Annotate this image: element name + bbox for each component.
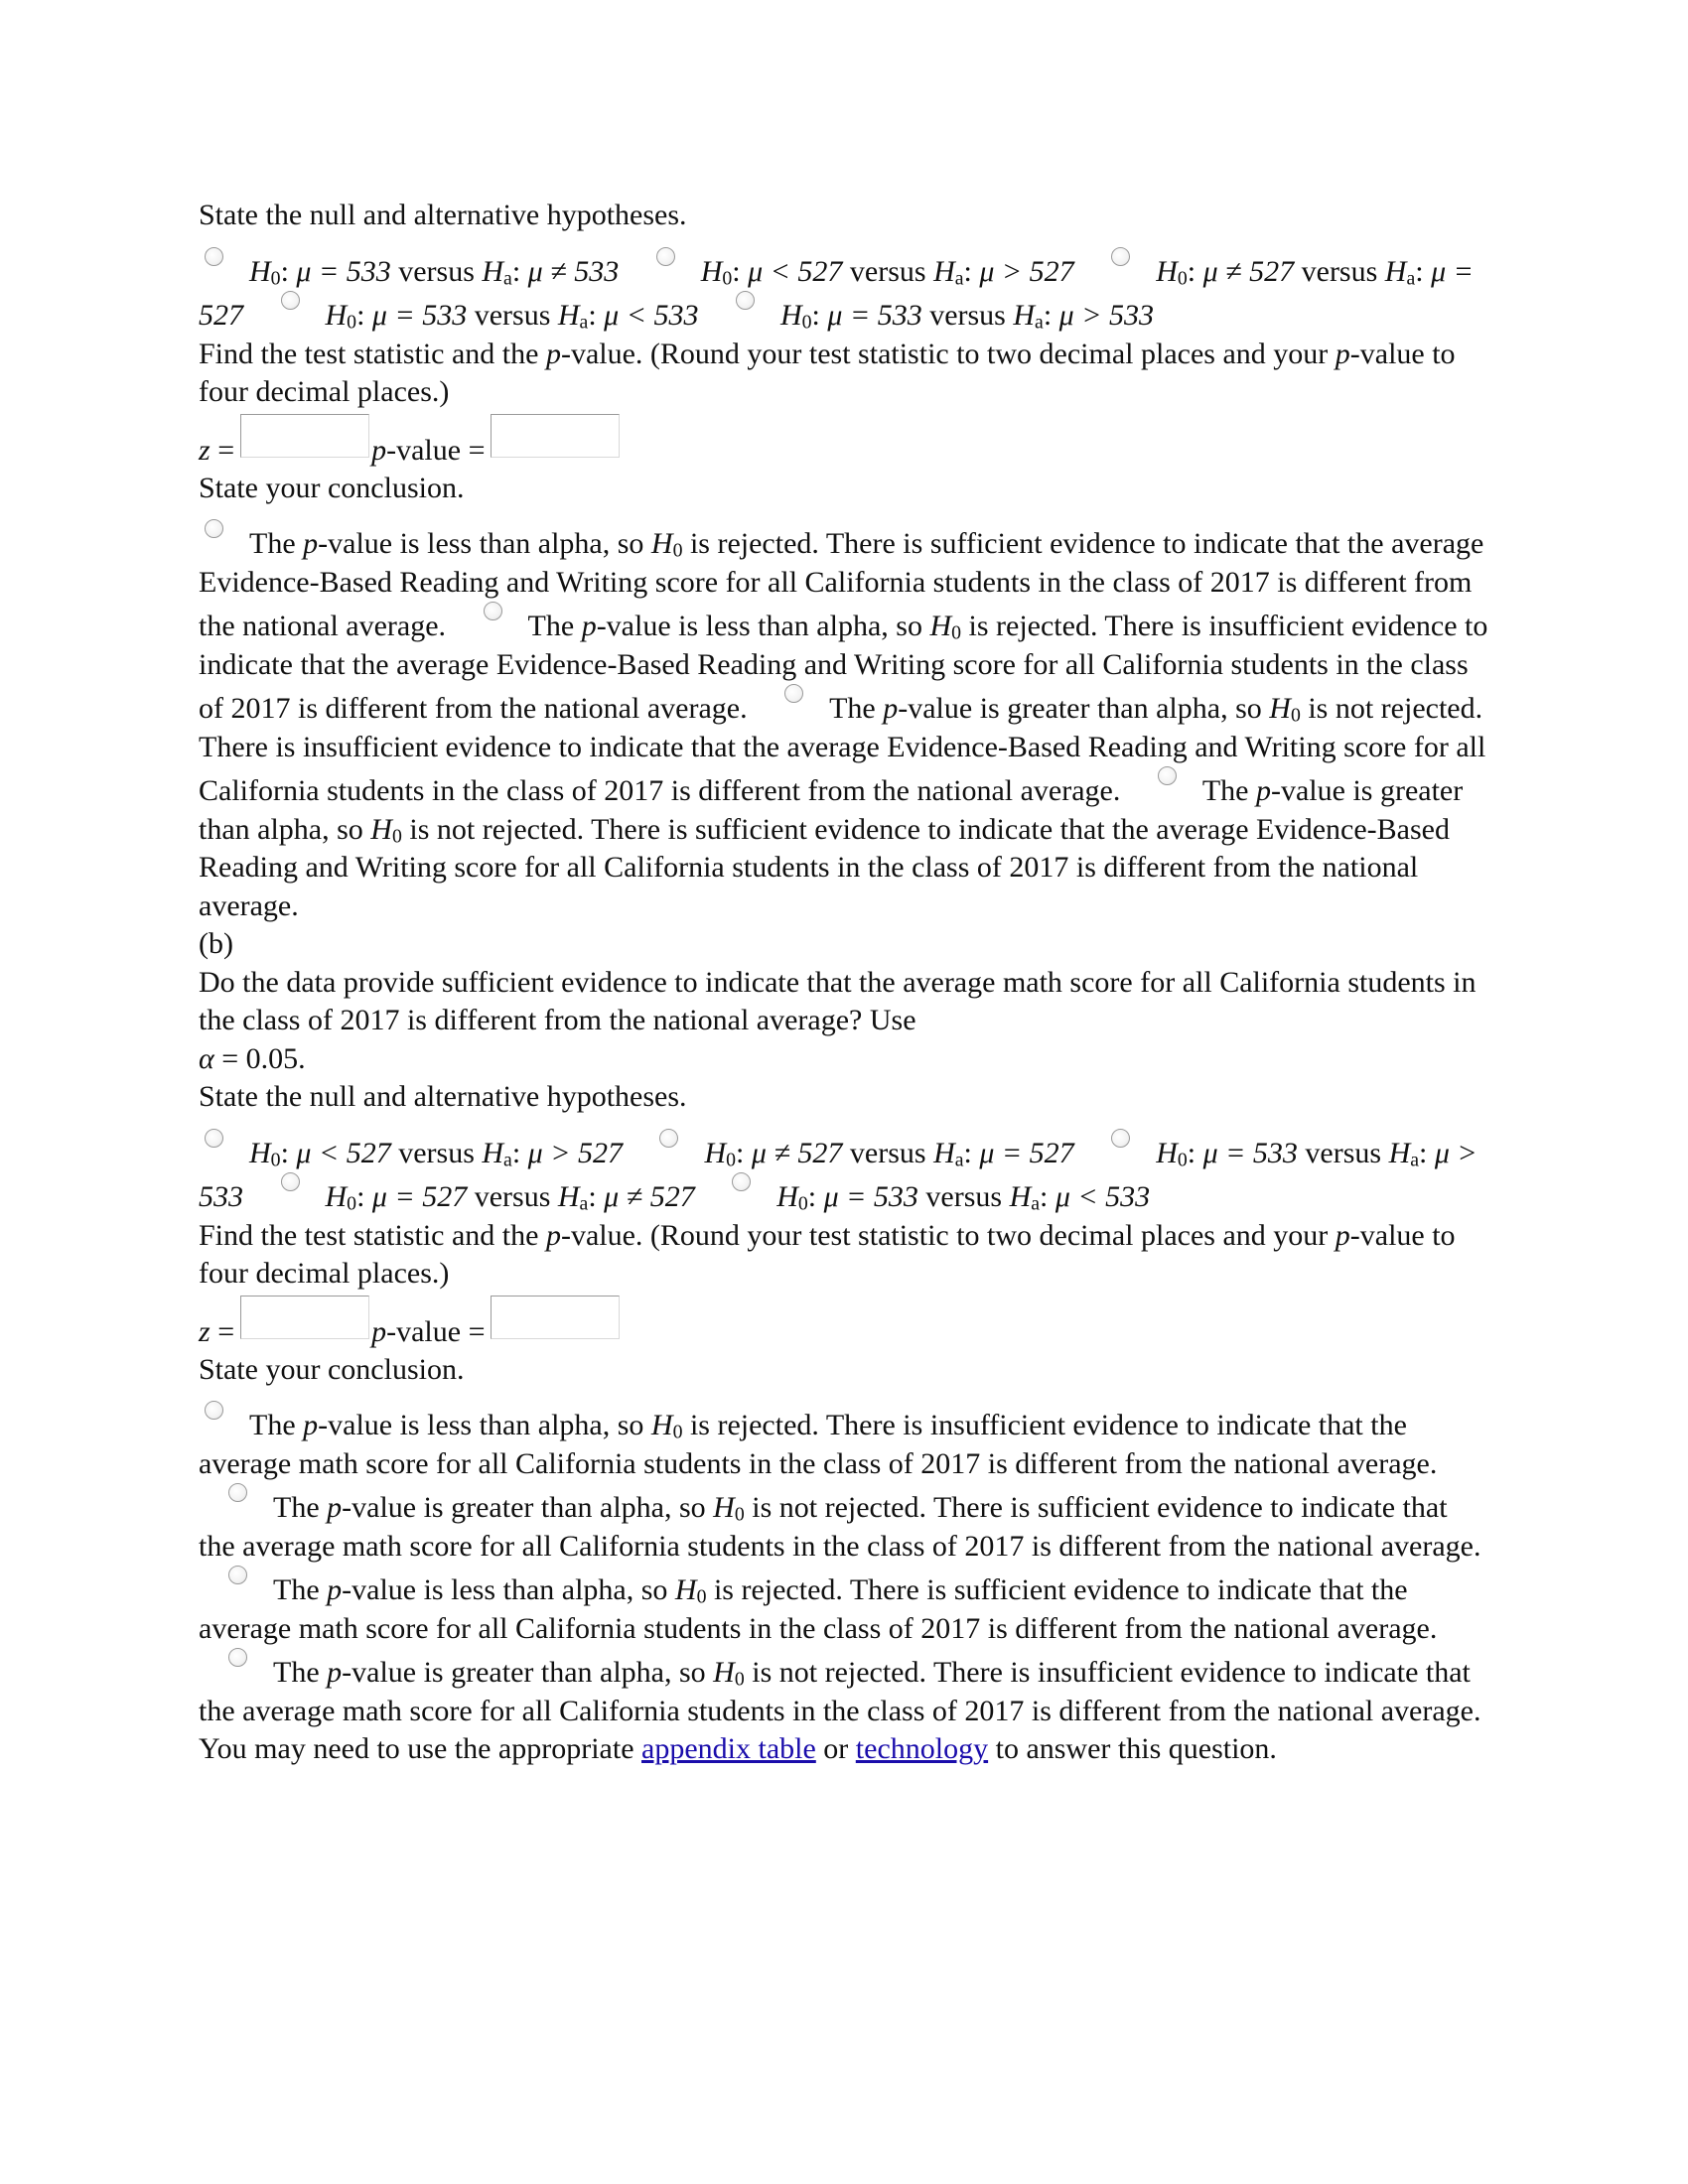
part-b-hypothesis-option-1[interactable]: $H_0$: μ < 527 versus $H_a$: μ > 527: [199, 1137, 623, 1169]
alpha-symbol: α: [199, 1041, 214, 1075]
part-b-hypothesis-option-3[interactable]: $H_0$: μ = 533 versus $H_a$: μ > 533: [199, 1137, 1477, 1214]
part-a-conclusion-option-1[interactable]: The p-value is less than alpha, so $H_0$ is rejected. There is sufficient evidence to indicate that the average Evidence-Based Reading and Writing score for all California students in the class of 2017 is different from the national average.: [199, 527, 1483, 642]
part-b-conclusion-option-3[interactable]: The p-value is less than alpha, so $H_0$ is rejected. There is sufficient evidence to indicate that the average math score for all California students in the class of 2017 is different from the national average.: [199, 1573, 1437, 1645]
part-b-alpha: α = 0.05.: [199, 1041, 306, 1075]
radio-button[interactable]: [1111, 247, 1130, 266]
radio-button[interactable]: [656, 247, 675, 266]
radio-button[interactable]: [659, 1129, 678, 1148]
part-a-stat-prompt: Find the test statistic and the p-value. (Round your test statistic to two decimal places and your p-value to four decimal places.): [199, 337, 1456, 408]
radio-button[interactable]: [228, 1648, 247, 1667]
z-label: z: [199, 433, 211, 467]
part-a-conclusion-option-4[interactable]: The p-value is greater than alpha, so $H_0$ is not rejected. There is sufficient evidence to indicate that the average Evidence-Based Reading and Writing score for all California students in the class of 2017 is different from the national average.: [199, 774, 1463, 922]
part-b-answer-row: z = p-value =: [199, 1296, 1489, 1351]
radio-button[interactable]: [732, 1172, 751, 1191]
part-a-hypothesis-option-3[interactable]: $H_0$: μ ≠ 527 versus $H_a$: μ = 527: [199, 255, 1474, 333]
part-a-hypothesis-option-2[interactable]: $H_0$: μ < 527 versus $H_a$: μ > 527: [627, 255, 1074, 288]
part-a-conclusions-group: [199, 519, 1489, 925]
part-a-hypothesis-option-1[interactable]: $H_0$: μ = 533 versus $H_a$: μ ≠ 533: [199, 255, 619, 288]
part-a-conclusion-prompt: State your conclusion.: [199, 471, 465, 504]
part-b-conclusion-option-2[interactable]: The p-value is greater than alpha, so $H_0$ is not rejected. There is sufficient evidence to indicate that the average math score for all California students in the class of 2017 is different from the national average.: [199, 1491, 1481, 1563]
radio-button[interactable]: [205, 1401, 223, 1420]
part-a-conclusion-option-2[interactable]: The p-value is less than alpha, so $H_0$ is rejected. There is insufficient evidence to indicate that the average Evidence-Based Reading and Writing score for all California students in the class of 2017 is different from the national average.: [199, 610, 1487, 725]
part-b-hypothesis-option-5[interactable]: $H_0$: μ = 533 versus $H_a$: μ < 533: [702, 1180, 1150, 1213]
part-a-hypothesis-option-5[interactable]: $H_0$: μ = 533 versus $H_a$: μ > 533: [706, 299, 1154, 332]
technology-link[interactable]: technology: [855, 1732, 989, 1765]
radio-button[interactable]: [1158, 766, 1177, 785]
radio-button[interactable]: [1111, 1129, 1130, 1148]
part-b-label: (b): [199, 927, 233, 960]
radio-button[interactable]: [205, 1129, 223, 1148]
radio-button[interactable]: [281, 1172, 300, 1191]
part-b-conclusion-prompt: State your conclusion.: [199, 1352, 465, 1386]
part-b-conclusions-group: [199, 1401, 1489, 1730]
part-b-z-input[interactable]: [240, 1296, 369, 1339]
appendix-table-link[interactable]: appendix table: [641, 1732, 816, 1765]
part-b-conclusion-option-1[interactable]: The p-value is less than alpha, so $H_0$ is rejected. There is insufficient evidence to indicate that the average math score for all California students in the class of 2017 is different from the national average.: [199, 1409, 1437, 1480]
question-page: [199, 197, 1489, 1769]
radio-button[interactable]: [484, 602, 502, 620]
part-a-hypotheses-group: [199, 247, 1489, 336]
radio-button[interactable]: [784, 684, 803, 703]
part-b-hypothesis-option-2[interactable]: $H_0$: μ ≠ 527 versus $H_a$: μ = 527: [630, 1137, 1073, 1169]
part-b-conclusion-option-4[interactable]: The p-value is greater than alpha, so $H_0$ is not rejected. There is insufficient evidence to indicate that the average math score for all California students in the class of 2017 is different from the national average.: [199, 1656, 1481, 1727]
radio-button[interactable]: [205, 247, 223, 266]
part-b-hypothesis-option-4[interactable]: $H_0$: μ = 527 versus $H_a$: μ ≠ 527: [251, 1180, 695, 1213]
part-a-pvalue-input[interactable]: [491, 414, 620, 458]
footer-note: You may need to use the appropriate appendix table or technology to answer this question.: [199, 1732, 1277, 1765]
part-b-stat-prompt: Find the test statistic and the p-value. (Round your test statistic to two decimal places and your p-value to four decimal places.): [199, 1218, 1456, 1290]
part-b-hypotheses-prompt: State the null and alternative hypotheses.: [199, 1080, 687, 1113]
part-a-hypothesis-option-4[interactable]: $H_0$: μ = 533 versus $H_a$: μ < 533: [251, 299, 699, 332]
part-a-z-input[interactable]: [240, 414, 369, 458]
part-b-question: Do the data provide sufficient evidence to indicate that the average math score for all California students in the class of 2017 is different from the national average? Use: [199, 965, 1477, 1036]
radio-button[interactable]: [281, 291, 300, 310]
radio-button[interactable]: [228, 1483, 247, 1502]
radio-button[interactable]: [228, 1566, 247, 1584]
part-b-pvalue-input[interactable]: [491, 1296, 620, 1339]
part-b-hypotheses-group: [199, 1129, 1489, 1217]
radio-button[interactable]: [736, 291, 755, 310]
pvalue-label: -value =: [386, 433, 486, 467]
radio-button[interactable]: [205, 519, 223, 538]
part-a-conclusion-option-3[interactable]: The p-value is greater than alpha, so $H_0$ is not rejected. There is insufficient evidence to indicate that the average Evidence-Based Reading and Writing score for all California students in the class of 2017 is different from the national average.: [199, 692, 1485, 807]
part-a-hypotheses-prompt: State the null and alternative hypotheses.: [199, 199, 687, 231]
part-a-answer-row: z = p-value =: [199, 414, 1489, 470]
